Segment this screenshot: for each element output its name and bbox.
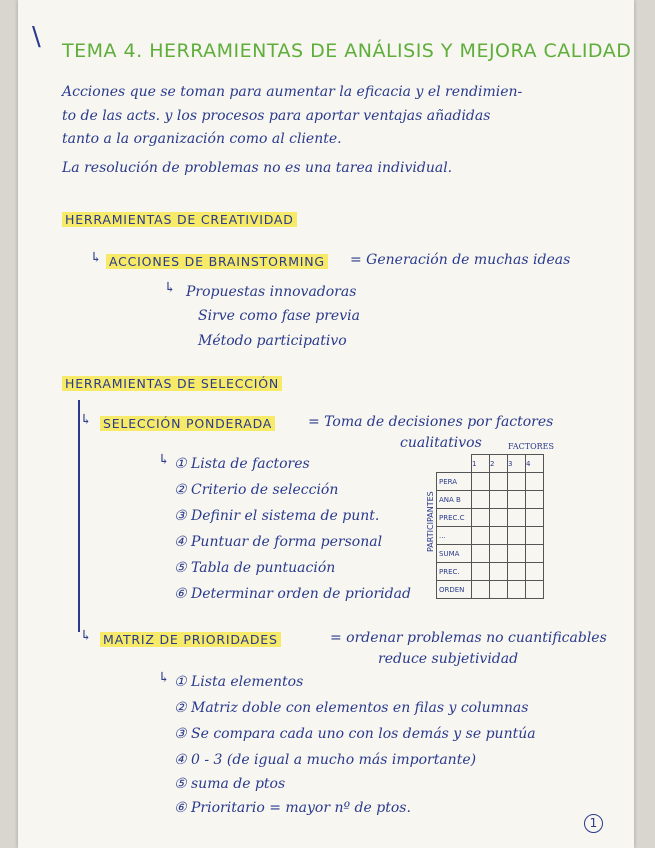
brainstorming-def: = Generación de muchas ideas [350, 252, 571, 268]
page-title: TEMA 4. HERRAMIENTAS DE ANÁLISIS Y MEJORA CALIDAD [62, 40, 632, 62]
table-row-label: PREC.C [437, 509, 472, 527]
matriz-step-6: ⑥ Prioritario = mayor nº de ptos. [174, 800, 411, 816]
table-row [437, 545, 544, 563]
ponderada-step-1: ① Lista de factores [174, 456, 310, 472]
table-row-label: PREC. [437, 563, 472, 581]
page-number: 1 [584, 814, 603, 833]
matriz-step-5: ⑤ suma de ptos [174, 776, 286, 792]
intro-line-3: tanto a la organización como al cliente. [62, 131, 342, 147]
scoring-table [436, 454, 544, 599]
table-row [437, 491, 544, 509]
table-col-1: 1 [472, 455, 490, 473]
ponderada-step-3: ③ Definir el sistema de punt. [174, 508, 380, 524]
seleccion-bracket-vertical [78, 400, 80, 632]
matriz-arrow: ↳ [80, 628, 92, 644]
ponderada-def-1: = Toma de decisiones por factores [308, 414, 554, 430]
table-row [437, 527, 544, 545]
table-row [437, 563, 544, 581]
intro-line-1: Acciones que se toman para aumentar la eficacia y el rendimien- [62, 84, 523, 100]
ponderada-step-2: ② Criterio de selección [174, 482, 339, 498]
matriz-step-1: ① Lista elementos [174, 674, 304, 690]
table-row-label: SUMA [437, 545, 472, 563]
matriz-def-1: = ordenar problemas no cuantificables [330, 630, 607, 646]
table-participantes-label: PARTICIPANTES [426, 491, 435, 552]
ponderada-step-4: ④ Puntuar de forma personal [174, 534, 383, 550]
table-col-3: 3 [508, 455, 526, 473]
table-col-2: 2 [490, 455, 508, 473]
brainstorming-sub-2: Sirve como fase previa [198, 308, 360, 324]
intro-line-2: to de las acts. y los procesos para aportar ventajas añadidas [62, 108, 491, 124]
ponderada-step-6: ⑥ Determinar orden de prioridad [174, 586, 411, 602]
ponderada-label: SELECCIÓN PONDERADA [100, 416, 275, 431]
ponderada-arrow: ↳ [80, 412, 92, 428]
matriz-step-3: ③ Se compara cada uno con los demás y se puntúa [174, 726, 536, 742]
brainstorming-sub-1: Propuestas innovadoras [186, 284, 357, 300]
matriz-step-2: ② Matriz doble con elementos en filas y columnas [174, 700, 529, 716]
table-corner [437, 455, 472, 473]
brainstorming-sub-arrow: ↳ [164, 280, 176, 296]
matriz-steps-arrow: ↳ [158, 670, 170, 686]
table-row-label: ANA B [437, 491, 472, 509]
matriz-label: MATRIZ DE PRIORIDADES [100, 632, 281, 647]
section-heading-creatividad: HERRAMIENTAS DE CREATIVIDAD [62, 212, 297, 227]
table-row [437, 473, 544, 491]
table-row-label: ... [437, 527, 472, 545]
ponderada-def-2: cualitativos [400, 435, 482, 451]
table-row [437, 581, 544, 599]
brainstorming-label: ACCIONES DE BRAINSTORMING [106, 254, 328, 269]
ponderada-steps-arrow: ↳ [158, 452, 170, 468]
ponderada-step-5: ⑤ Tabla de puntuación [174, 560, 336, 576]
matriz-def-2: reduce subjetividad [378, 651, 519, 667]
section-heading-seleccion: HERRAMIENTAS DE SELECCIÓN [62, 376, 282, 391]
margin-mark: \ [32, 22, 41, 52]
matriz-step-4: ④ 0 - 3 (de igual a mucho más importante) [174, 752, 477, 768]
table-row-label: ORDEN [437, 581, 472, 599]
table-factores-label: FACTORES [508, 442, 554, 451]
brainstorming-arrow: ↳ [90, 250, 102, 266]
intro-line-4: La resolución de problemas no es una tarea individual. [62, 160, 453, 176]
brainstorming-sub-3: Método participativo [198, 333, 347, 349]
table-row-label: PERA [437, 473, 472, 491]
table-col-4: 4 [526, 455, 544, 473]
table-header-row [437, 455, 544, 473]
table-row [437, 509, 544, 527]
notebook-page [18, 0, 634, 848]
